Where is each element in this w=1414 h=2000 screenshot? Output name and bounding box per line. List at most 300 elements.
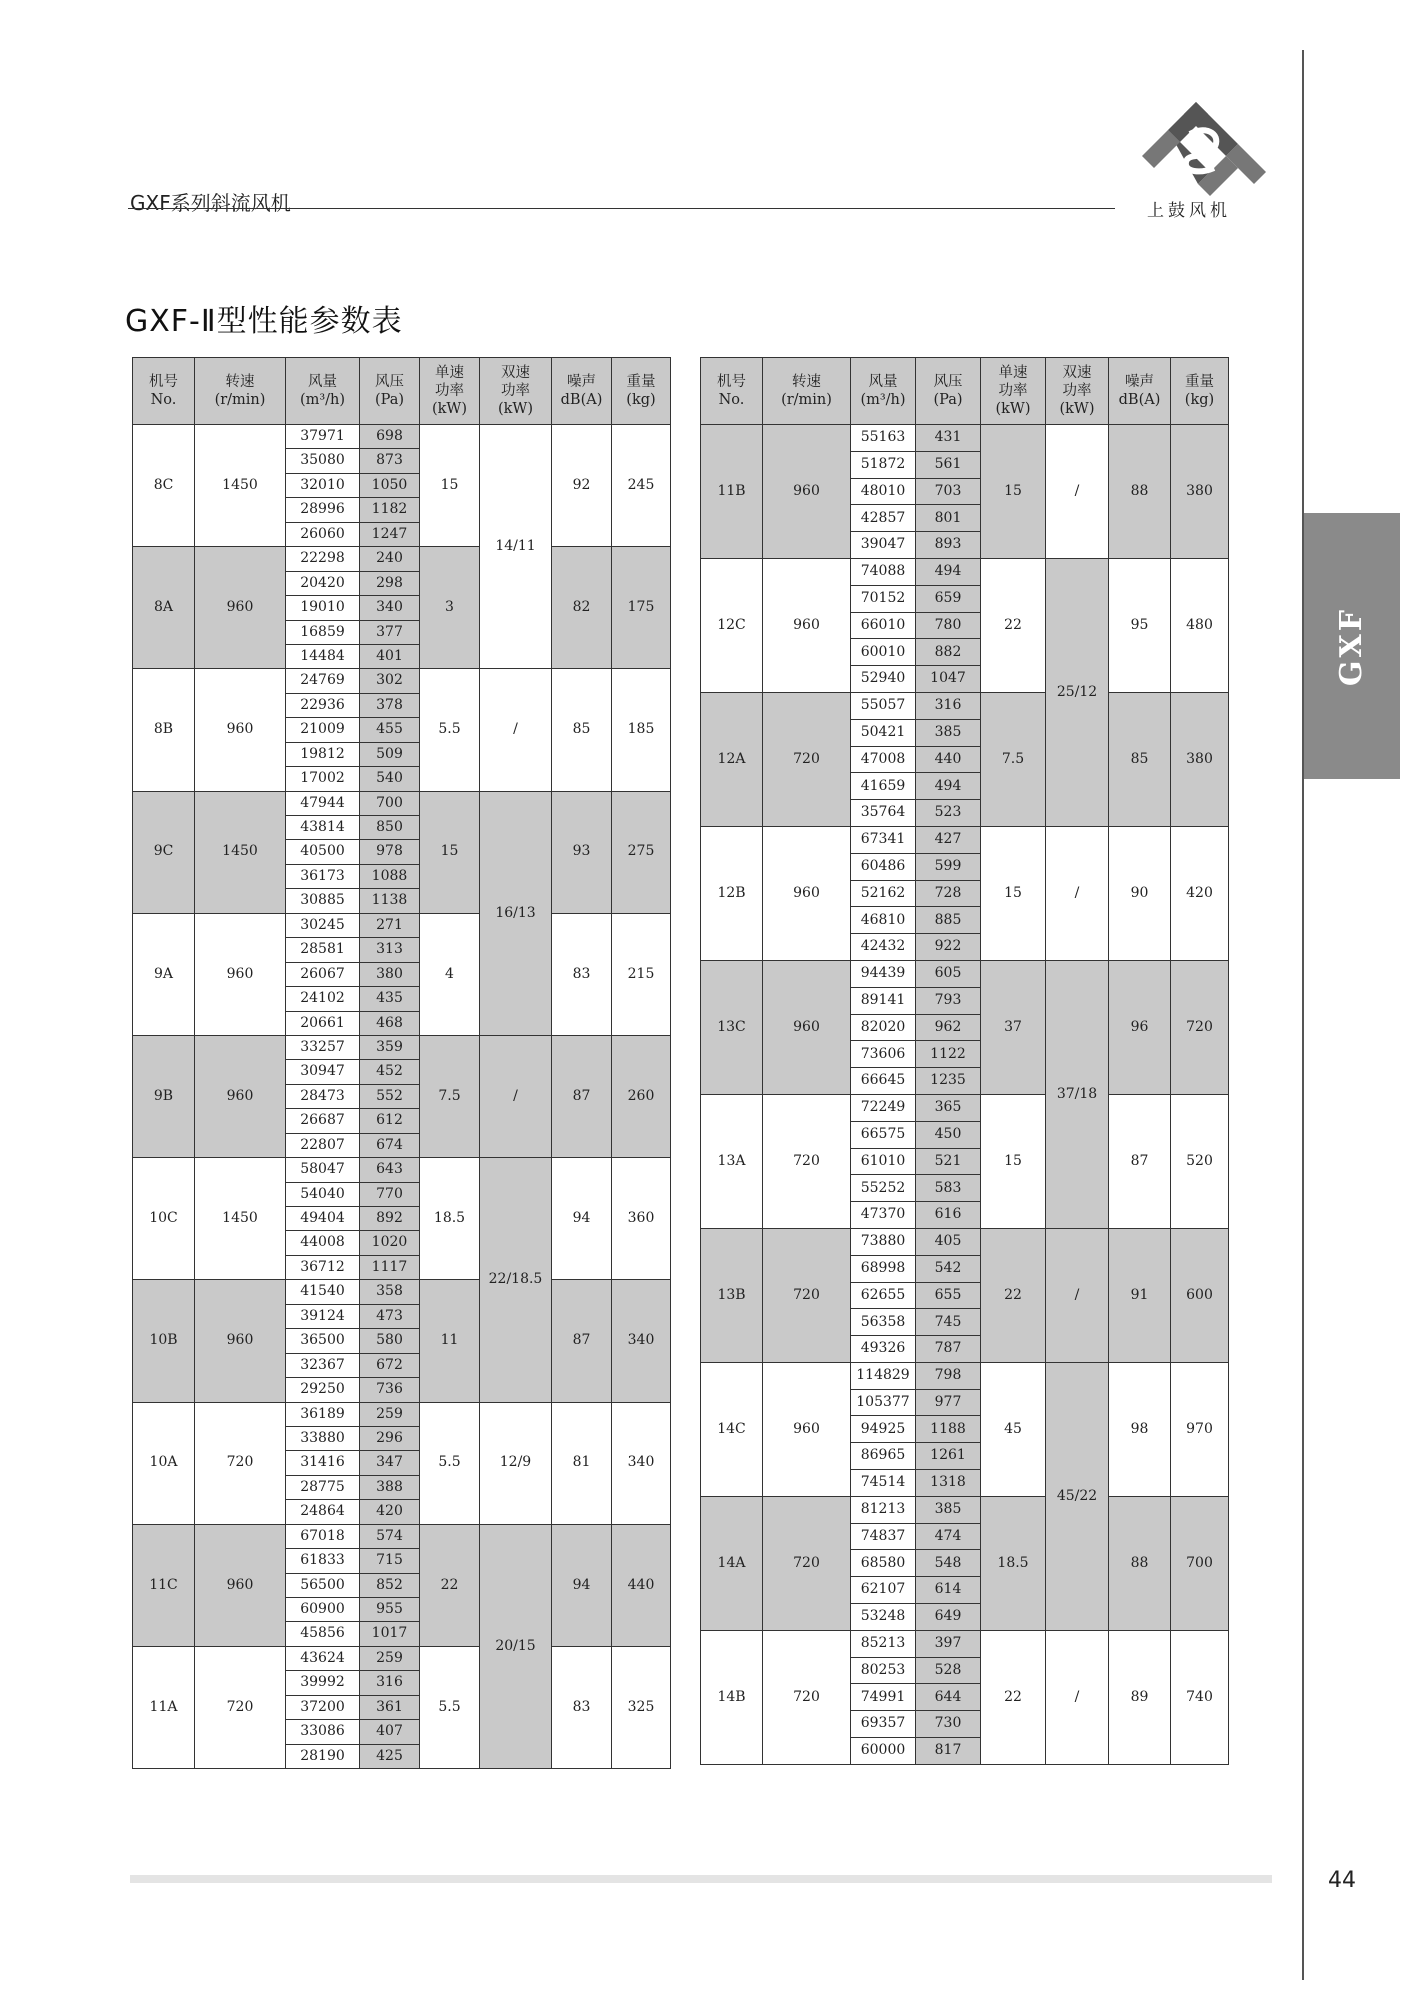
page-title: GXF-Ⅱ型性能参数表 [125, 304, 403, 339]
dual-power-cell: / [1046, 1630, 1109, 1764]
single-power-cell: 37 [981, 960, 1046, 1094]
pressure-cell: 583 [916, 1175, 981, 1202]
pressure-cell: 962 [916, 1014, 981, 1041]
header-airflow: 风量 (m³/h) [851, 358, 916, 425]
airflow-cell: 41659 [851, 773, 916, 800]
airflow-cell: 60000 [851, 1738, 916, 1765]
airflow-cell: 114829 [851, 1362, 916, 1389]
airflow-cell: 16859 [286, 620, 360, 644]
header-divider [128, 208, 1115, 209]
airflow-cell: 74514 [851, 1470, 916, 1497]
noise-cell: 91 [1109, 1228, 1171, 1362]
table-row [701, 1630, 1229, 1657]
pressure-cell: 313 [360, 938, 420, 962]
model-cell: 11C [133, 1524, 195, 1646]
weight-cell: 275 [612, 791, 671, 913]
pressure-cell: 655 [916, 1282, 981, 1309]
pressure-cell: 440 [916, 746, 981, 773]
airflow-cell: 56358 [851, 1309, 916, 1336]
single-power-cell: 5.5 [420, 669, 480, 791]
single-power-cell: 15 [981, 826, 1046, 960]
pressure-cell: 296 [360, 1426, 420, 1450]
header-single-power: 单速 功率 (kW) [420, 358, 480, 425]
airflow-cell: 28190 [286, 1744, 360, 1768]
model-cell: 9A [133, 913, 195, 1035]
pressure-cell: 548 [916, 1550, 981, 1577]
single-power-cell: 18.5 [981, 1496, 1046, 1630]
header-pressure: 风压 (Pa) [916, 358, 981, 425]
pressure-cell: 468 [360, 1011, 420, 1035]
speed-cell: 1450 [195, 791, 286, 913]
pressure-cell: 885 [916, 907, 981, 934]
pressure-cell: 977 [916, 1389, 981, 1416]
airflow-cell: 66010 [851, 612, 916, 639]
dual-power-cell: / [1046, 826, 1109, 960]
pressure-cell: 298 [360, 571, 420, 595]
pressure-cell: 1247 [360, 522, 420, 546]
pressure-cell: 798 [916, 1362, 981, 1389]
dual-power-cell: / [480, 1035, 552, 1157]
airflow-cell: 28581 [286, 938, 360, 962]
table-row [701, 826, 1229, 853]
model-cell: 8C [133, 425, 195, 547]
airflow-cell: 73606 [851, 1041, 916, 1068]
pressure-cell: 873 [360, 449, 420, 473]
pressure-cell: 703 [916, 478, 981, 505]
airflow-cell: 17002 [286, 767, 360, 791]
pressure-cell: 801 [916, 505, 981, 532]
airflow-cell: 30885 [286, 889, 360, 913]
pressure-cell: 882 [916, 639, 981, 666]
header-pressure: 风压 (Pa) [360, 358, 420, 425]
airflow-cell: 68998 [851, 1255, 916, 1282]
pressure-cell: 893 [916, 532, 981, 559]
pressure-cell: 425 [360, 1744, 420, 1768]
noise-cell: 82 [552, 547, 612, 669]
airflow-cell: 19010 [286, 596, 360, 620]
table-row [701, 692, 1229, 719]
airflow-cell: 60010 [851, 639, 916, 666]
airflow-cell: 42432 [851, 934, 916, 961]
pressure-cell: 407 [360, 1720, 420, 1744]
model-cell: 9B [133, 1035, 195, 1157]
airflow-cell: 40500 [286, 840, 360, 864]
airflow-cell: 48010 [851, 478, 916, 505]
table-header-row [701, 358, 1229, 425]
airflow-cell: 35764 [851, 800, 916, 827]
table-row [133, 1035, 671, 1059]
pressure-cell: 1138 [360, 889, 420, 913]
single-power-cell: 11 [420, 1280, 480, 1402]
airflow-cell: 60900 [286, 1598, 360, 1622]
pressure-cell: 452 [360, 1060, 420, 1084]
pressure-cell: 612 [360, 1109, 420, 1133]
airflow-cell: 39124 [286, 1304, 360, 1328]
pressure-cell: 1017 [360, 1622, 420, 1646]
speed-cell: 720 [195, 1402, 286, 1524]
airflow-cell: 30245 [286, 913, 360, 937]
airflow-cell: 86965 [851, 1443, 916, 1470]
pressure-cell: 736 [360, 1378, 420, 1402]
airflow-cell: 32367 [286, 1353, 360, 1377]
noise-cell: 92 [552, 425, 612, 547]
model-cell: 14B [701, 1630, 763, 1764]
single-power-cell: 15 [981, 1094, 1046, 1228]
pressure-cell: 700 [360, 791, 420, 815]
pressure-cell: 649 [916, 1604, 981, 1631]
pressure-cell: 1188 [916, 1416, 981, 1443]
airflow-cell: 61010 [851, 1148, 916, 1175]
airflow-cell: 66645 [851, 1068, 916, 1095]
pressure-cell: 817 [916, 1738, 981, 1765]
pressure-cell: 698 [360, 425, 420, 449]
noise-cell: 89 [1109, 1630, 1171, 1764]
pressure-cell: 259 [360, 1402, 420, 1426]
pressure-cell: 388 [360, 1475, 420, 1499]
airflow-cell: 47944 [286, 791, 360, 815]
dual-power-cell: 37/18 [1046, 960, 1109, 1228]
noise-cell: 88 [1109, 425, 1171, 559]
airflow-cell: 81213 [851, 1496, 916, 1523]
airflow-cell: 19812 [286, 742, 360, 766]
single-power-cell: 22 [420, 1524, 480, 1646]
pressure-cell: 674 [360, 1133, 420, 1157]
pressure-cell: 259 [360, 1646, 420, 1670]
weight-cell: 970 [1171, 1362, 1229, 1496]
airflow-cell: 22936 [286, 693, 360, 717]
speed-cell: 720 [763, 1094, 851, 1228]
airflow-cell: 33880 [286, 1426, 360, 1450]
noise-cell: 98 [1109, 1362, 1171, 1496]
pressure-cell: 1261 [916, 1443, 981, 1470]
model-cell: 14C [701, 1362, 763, 1496]
table-row [701, 558, 1229, 585]
airflow-cell: 33086 [286, 1720, 360, 1744]
airflow-cell: 54040 [286, 1182, 360, 1206]
noise-cell: 94 [552, 1158, 612, 1280]
model-cell: 8B [133, 669, 195, 791]
table-row [701, 1094, 1229, 1121]
header-dual-power: 双速 功率 (kW) [480, 358, 552, 425]
speed-cell: 960 [763, 826, 851, 960]
weight-cell: 360 [612, 1158, 671, 1280]
pressure-cell: 1235 [916, 1068, 981, 1095]
airflow-cell: 74837 [851, 1523, 916, 1550]
dual-power-cell: 45/22 [1046, 1362, 1109, 1630]
airflow-cell: 45856 [286, 1622, 360, 1646]
pressure-cell: 599 [916, 853, 981, 880]
dual-power-cell: / [1046, 1228, 1109, 1362]
header-weight: 重量 (kg) [612, 358, 671, 425]
table-row [133, 1402, 671, 1426]
header-noise: 噪声 dB(A) [1109, 358, 1171, 425]
table-row [133, 669, 671, 693]
pressure-cell: 1182 [360, 498, 420, 522]
brand-name: 上鼓风机 [1147, 201, 1231, 221]
airflow-cell: 52940 [851, 666, 916, 693]
noise-cell: 88 [1109, 1496, 1171, 1630]
speed-cell: 720 [763, 1228, 851, 1362]
pressure-cell: 473 [360, 1304, 420, 1328]
dual-power-cell: 14/11 [480, 425, 552, 669]
airflow-cell: 94925 [851, 1416, 916, 1443]
pressure-cell: 780 [916, 612, 981, 639]
pressure-cell: 614 [916, 1577, 981, 1604]
airflow-cell: 70152 [851, 585, 916, 612]
pressure-cell: 922 [916, 934, 981, 961]
pressure-cell: 1122 [916, 1041, 981, 1068]
pressure-cell: 302 [360, 669, 420, 693]
pressure-cell: 528 [916, 1657, 981, 1684]
page-edge-line [1302, 50, 1304, 1980]
single-power-cell: 15 [981, 425, 1046, 559]
pressure-cell: 509 [360, 742, 420, 766]
dual-power-cell: / [480, 669, 552, 791]
airflow-cell: 82020 [851, 1014, 916, 1041]
single-power-cell: 22 [981, 1630, 1046, 1764]
speed-cell: 960 [195, 547, 286, 669]
airflow-cell: 36173 [286, 864, 360, 888]
airflow-cell: 36712 [286, 1255, 360, 1279]
airflow-cell: 74991 [851, 1684, 916, 1711]
airflow-cell: 55252 [851, 1175, 916, 1202]
airflow-cell: 105377 [851, 1389, 916, 1416]
model-cell: 12A [701, 692, 763, 826]
noise-cell: 95 [1109, 558, 1171, 692]
single-power-cell: 22 [981, 558, 1046, 692]
single-power-cell: 7.5 [981, 692, 1046, 826]
airflow-cell: 94439 [851, 960, 916, 987]
pressure-cell: 672 [360, 1353, 420, 1377]
pressure-cell: 580 [360, 1329, 420, 1353]
pressure-cell: 1318 [916, 1470, 981, 1497]
noise-cell: 83 [552, 1646, 612, 1768]
single-power-cell: 18.5 [420, 1158, 480, 1280]
table-row [133, 1524, 671, 1548]
airflow-cell: 49326 [851, 1336, 916, 1363]
noise-cell: 94 [552, 1524, 612, 1646]
airflow-cell: 29250 [286, 1378, 360, 1402]
weight-cell: 325 [612, 1646, 671, 1768]
pressure-cell: 240 [360, 547, 420, 571]
performance-table-left [132, 357, 671, 1769]
pressure-cell: 523 [916, 800, 981, 827]
speed-cell: 960 [763, 425, 851, 559]
airflow-cell: 35080 [286, 449, 360, 473]
pressure-cell: 605 [916, 960, 981, 987]
pressure-cell: 542 [916, 1255, 981, 1282]
single-power-cell: 15 [420, 791, 480, 913]
airflow-cell: 33257 [286, 1035, 360, 1059]
table-body [133, 425, 671, 1769]
speed-cell: 960 [763, 960, 851, 1094]
weight-cell: 260 [612, 1035, 671, 1157]
pressure-cell: 787 [916, 1336, 981, 1363]
header-speed: 转速 (r/min) [195, 358, 286, 425]
pressure-cell: 521 [916, 1148, 981, 1175]
company-logo-icon [1138, 100, 1270, 200]
airflow-cell: 68580 [851, 1550, 916, 1577]
noise-cell: 85 [552, 669, 612, 791]
pressure-cell: 770 [360, 1182, 420, 1206]
airflow-cell: 61833 [286, 1549, 360, 1573]
weight-cell: 245 [612, 425, 671, 547]
airflow-cell: 89141 [851, 987, 916, 1014]
airflow-cell: 22298 [286, 547, 360, 571]
airflow-cell: 36500 [286, 1329, 360, 1353]
airflow-cell: 74088 [851, 558, 916, 585]
single-power-cell: 4 [420, 913, 480, 1035]
dual-power-cell: 22/18.5 [480, 1158, 552, 1402]
pressure-cell: 316 [360, 1671, 420, 1695]
model-cell: 14A [701, 1496, 763, 1630]
pressure-cell: 1088 [360, 864, 420, 888]
airflow-cell: 72249 [851, 1094, 916, 1121]
airflow-cell: 47008 [851, 746, 916, 773]
table-row [133, 425, 671, 449]
header-dual-power: 双速 功率 (kW) [1046, 358, 1109, 425]
pressure-cell: 552 [360, 1084, 420, 1108]
pressure-cell: 431 [916, 425, 981, 452]
noise-cell: 87 [552, 1035, 612, 1157]
pressure-cell: 397 [916, 1630, 981, 1657]
airflow-cell: 41540 [286, 1280, 360, 1304]
dual-power-cell: 20/15 [480, 1524, 552, 1768]
single-power-cell: 7.5 [420, 1035, 480, 1157]
noise-cell: 81 [552, 1402, 612, 1524]
speed-cell: 1450 [195, 425, 286, 547]
single-power-cell: 3 [420, 547, 480, 669]
weight-cell: 175 [612, 547, 671, 669]
airflow-cell: 67018 [286, 1524, 360, 1548]
airflow-cell: 47370 [851, 1202, 916, 1229]
pressure-cell: 450 [916, 1121, 981, 1148]
noise-cell: 87 [552, 1280, 612, 1402]
airflow-cell: 80253 [851, 1657, 916, 1684]
header-weight: 重量 (kg) [1171, 358, 1229, 425]
dual-power-cell: / [1046, 425, 1109, 559]
pressure-cell: 616 [916, 1202, 981, 1229]
weight-cell: 380 [1171, 425, 1229, 559]
pressure-cell: 405 [916, 1228, 981, 1255]
page-number: 44 [1328, 1868, 1356, 1893]
table-row [133, 1280, 671, 1304]
weight-cell: 440 [612, 1524, 671, 1646]
airflow-cell: 66575 [851, 1121, 916, 1148]
airflow-cell: 46810 [851, 907, 916, 934]
airflow-cell: 85213 [851, 1630, 916, 1657]
airflow-cell: 53248 [851, 1604, 916, 1631]
weight-cell: 600 [1171, 1228, 1229, 1362]
weight-cell: 215 [612, 913, 671, 1035]
weight-cell: 420 [1171, 826, 1229, 960]
airflow-cell: 14484 [286, 644, 360, 668]
pressure-cell: 850 [360, 816, 420, 840]
header-single-power: 单速 功率 (kW) [981, 358, 1046, 425]
pressure-cell: 420 [360, 1500, 420, 1524]
airflow-cell: 62107 [851, 1577, 916, 1604]
airflow-cell: 32010 [286, 473, 360, 497]
airflow-cell: 24102 [286, 987, 360, 1011]
speed-cell: 960 [195, 913, 286, 1035]
single-power-cell: 5.5 [420, 1402, 480, 1524]
pressure-cell: 365 [916, 1094, 981, 1121]
pressure-cell: 892 [360, 1207, 420, 1231]
speed-cell: 960 [195, 1524, 286, 1646]
single-power-cell: 5.5 [420, 1646, 480, 1768]
pressure-cell: 378 [360, 693, 420, 717]
weight-cell: 340 [612, 1280, 671, 1402]
series-title: GXF系列斜流风机 [130, 191, 291, 215]
pressure-cell: 494 [916, 558, 981, 585]
airflow-cell: 50421 [851, 719, 916, 746]
model-cell: 11B [701, 425, 763, 559]
speed-cell: 960 [763, 558, 851, 692]
pressure-cell: 427 [916, 826, 981, 853]
model-cell: 12B [701, 826, 763, 960]
pressure-cell: 347 [360, 1451, 420, 1475]
airflow-cell: 52162 [851, 880, 916, 907]
airflow-cell: 31416 [286, 1451, 360, 1475]
side-tab-label: GXF [1334, 606, 1370, 686]
noise-cell: 83 [552, 913, 612, 1035]
pressure-cell: 955 [360, 1598, 420, 1622]
single-power-cell: 45 [981, 1362, 1046, 1496]
table-header-row [133, 358, 671, 425]
airflow-cell: 39992 [286, 1671, 360, 1695]
airflow-cell: 43814 [286, 816, 360, 840]
pressure-cell: 1117 [360, 1255, 420, 1279]
airflow-cell: 24864 [286, 1500, 360, 1524]
speed-cell: 720 [763, 692, 851, 826]
weight-cell: 740 [1171, 1630, 1229, 1764]
airflow-cell: 36189 [286, 1402, 360, 1426]
dual-power-cell: 12/9 [480, 1402, 552, 1524]
pressure-cell: 730 [916, 1711, 981, 1738]
pressure-cell: 1047 [916, 666, 981, 693]
noise-cell: 96 [1109, 960, 1171, 1094]
table-row [133, 1158, 671, 1182]
model-cell: 8A [133, 547, 195, 669]
table-body [701, 425, 1229, 1765]
pressure-cell: 561 [916, 451, 981, 478]
single-power-cell: 15 [420, 425, 480, 547]
weight-cell: 700 [1171, 1496, 1229, 1630]
speed-cell: 960 [195, 669, 286, 791]
model-cell: 10C [133, 1158, 195, 1280]
airflow-cell: 20420 [286, 571, 360, 595]
noise-cell: 85 [1109, 692, 1171, 826]
table-row [701, 960, 1229, 987]
pressure-cell: 643 [360, 1158, 420, 1182]
weight-cell: 480 [1171, 558, 1229, 692]
airflow-cell: 69357 [851, 1711, 916, 1738]
model-cell: 11A [133, 1646, 195, 1768]
header-noise: 噪声 dB(A) [552, 358, 612, 425]
table-row [701, 1362, 1229, 1389]
weight-cell: 340 [612, 1402, 671, 1524]
speed-cell: 960 [195, 1280, 286, 1402]
pressure-cell: 377 [360, 620, 420, 644]
airflow-cell: 39047 [851, 532, 916, 559]
noise-cell: 90 [1109, 826, 1171, 960]
airflow-cell: 22807 [286, 1133, 360, 1157]
speed-cell: 1450 [195, 1158, 286, 1280]
weight-cell: 185 [612, 669, 671, 791]
pressure-cell: 728 [916, 880, 981, 907]
speed-cell: 720 [763, 1496, 851, 1630]
pressure-cell: 745 [916, 1309, 981, 1336]
